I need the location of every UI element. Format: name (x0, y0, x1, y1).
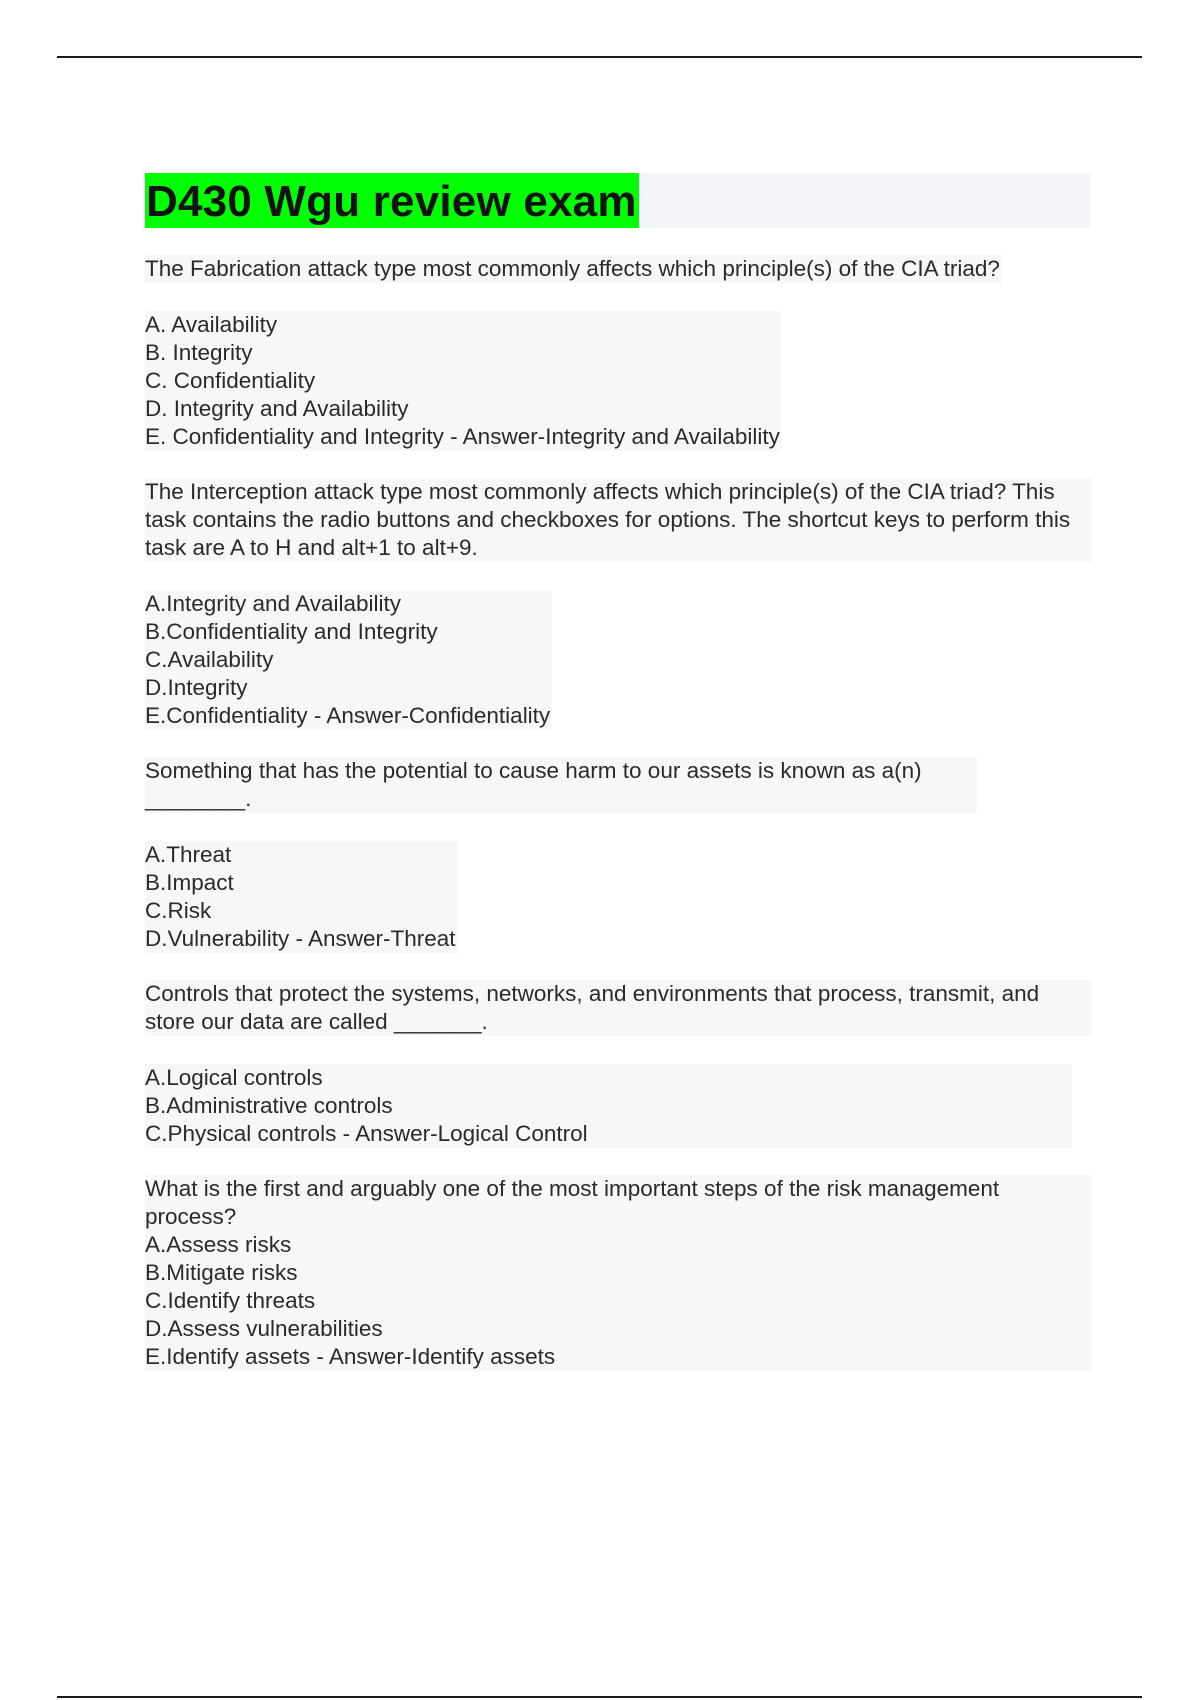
option-item: B.Administrative controls (145, 1093, 393, 1118)
question-block (145, 980, 1090, 1148)
question-block (145, 478, 1090, 730)
question-block (145, 255, 1090, 451)
option-item: B. Integrity (145, 340, 253, 365)
option-item: E.Confidentiality - Answer-Confidentiality (145, 703, 551, 728)
option-list (145, 841, 456, 953)
question-text-box (145, 757, 977, 813)
options-box (145, 590, 552, 730)
option-list (145, 1231, 1090, 1371)
option-item: A.Threat (145, 842, 232, 867)
question-prompt: The Interception attack type most commonly affects which principle(s) of the CIA triad? This task contains the radio buttons and checkboxes for options. The shortcut keys to perform this task are A to H and alt+1 to alt+9. (145, 479, 1071, 560)
option-item: A.Logical controls (145, 1065, 323, 1090)
option-list (145, 311, 780, 451)
option-item: C.Identify threats (145, 1288, 316, 1313)
question-text-box (145, 255, 1002, 283)
option-item: D.Vulnerability - Answer-Threat (145, 926, 456, 951)
top-rule (57, 56, 1142, 58)
option-item: D.Integrity (145, 675, 248, 700)
question-text-box (145, 980, 1092, 1036)
options-box (145, 841, 458, 953)
option-list (145, 1064, 1070, 1148)
option-item: D. Integrity and Availability (145, 396, 409, 421)
option-item: E.Identify assets - Answer-Identify assets (145, 1344, 556, 1369)
question-text-box (145, 478, 1092, 562)
option-item: C.Availability (145, 647, 274, 672)
option-item: C. Confidentiality (145, 368, 316, 393)
question-prompt: Controls that protect the systems, networks, and environments that process, transmit, and store our data are called _______. (145, 981, 1040, 1034)
document-body (145, 173, 1090, 1371)
bottom-rule (57, 1696, 1142, 1698)
question-prompt: The Fabrication attack type most commonly affects which principle(s) of the CIA triad? (145, 256, 1000, 281)
question-block (145, 757, 1090, 953)
option-item: B.Mitigate risks (145, 1260, 298, 1285)
option-item: A.Integrity and Availability (145, 591, 401, 616)
option-list (145, 590, 550, 730)
question-block (145, 1175, 1090, 1371)
question-prompt: What is the first and arguably one of the most important steps of the risk management process? (145, 1176, 1000, 1229)
option-item: A.Assess risks (145, 1232, 292, 1257)
option-item: A. Availability (145, 312, 278, 337)
question-text-box (145, 1175, 1092, 1371)
option-item: C.Risk (145, 898, 212, 923)
option-item: B.Impact (145, 870, 234, 895)
options-box (145, 311, 782, 451)
title-bar (145, 173, 1090, 228)
option-item: E. Confidentiality and Integrity - Answer-Integrity and Availability (145, 424, 780, 449)
option-item: C.Physical controls - Answer-Logical Control (145, 1121, 588, 1146)
page-title: D430 Wgu review exam (145, 173, 639, 228)
option-item: D.Assess vulnerabilities (145, 1316, 383, 1341)
question-prompt: Something that has the potential to cause harm to our assets is known as a(n) ________. (145, 758, 922, 811)
options-box (145, 1064, 1072, 1148)
option-item: B.Confidentiality and Integrity (145, 619, 438, 644)
